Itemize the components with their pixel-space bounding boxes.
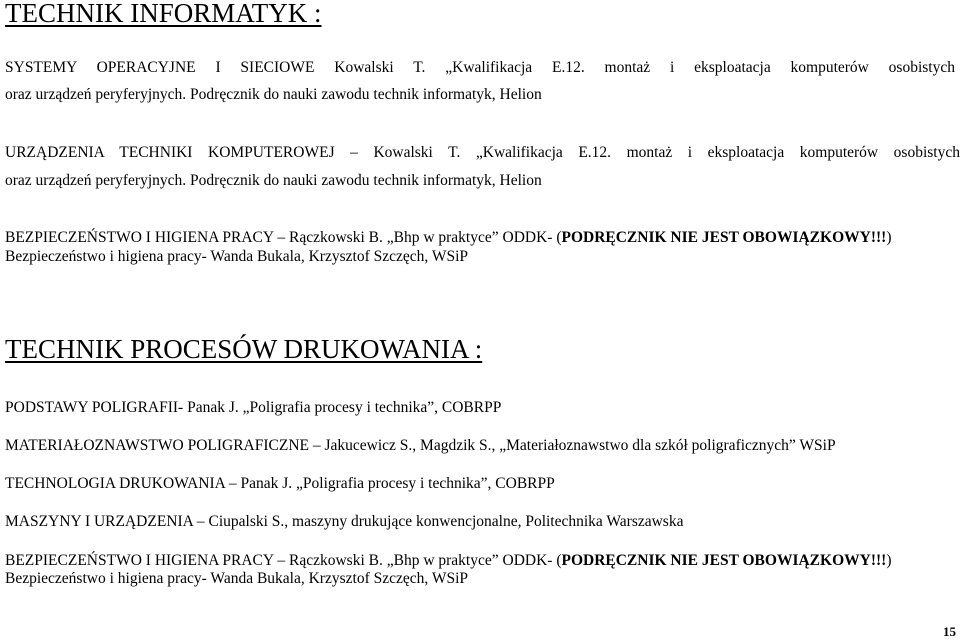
entry-bhp-note: PODRĘCZNIK NIE JEST OBOWIĄZKOWY!!! (561, 229, 887, 246)
entry-bhp2-line1 (5, 551, 891, 571)
entry-maszyny: MASZYNY I URZĄDZENIA – Ciupalski S., maszyny drukujące konwencjonalne, Politechnika Warszawska (5, 513, 684, 530)
entry-bhp2-line2: Bezpieczeństwo i higiena pracy- Wanda Bukala, Krzysztof Szczęch, WSiP (5, 570, 469, 587)
entry-bhp-line1 (5, 228, 891, 248)
section-heading-drukowania: TECHNIK PROCESÓW DRUKOWANIA : (5, 334, 483, 364)
entry-systemy-line2: oraz urządzeń peryferyjnych. Podręcznik do nauki zawodu technik informatyk, Helion (5, 86, 542, 103)
entry-bhp2-text: BEZPIECZEŃSTWO I HIGIENA PRACY – Rączkowski B. „Bhp w praktyce” ODDK- ( (5, 552, 562, 569)
entry-systemy-line1: SYSTEMY OPERACYJNE I SIECIOWE Kowalski T. „Kwalifikacja E.12. montaż i eksploatacja komputerów osobistych (5, 59, 955, 76)
entry-bhp2-paren: ) (886, 552, 892, 569)
section-heading-informatyk: TECHNIK INFORMATYK : (5, 0, 322, 28)
entry-bhp2-note: PODRĘCZNIK NIE JEST OBOWIĄZKOWY!!! (561, 552, 887, 569)
entry-bhp-line2: Bezpieczeństwo i higiena pracy- Wanda Bukala, Krzysztof Szczęch, WSiP (5, 248, 469, 265)
entry-bhp-text: BEZPIECZEŃSTWO I HIGIENA PRACY – Rączkowski B. „Bhp w praktyce” ODDK- ( (5, 229, 562, 246)
entry-podstawy: PODSTAWY POLIGRAFII- Panak J. „Poligrafia procesy i technika”, COBRPP (5, 399, 502, 416)
entry-urzadzenia-line1: URZĄDZENIA TECHNIKI KOMPUTEROWEJ – Kowalski T. „Kwalifikacja E.12. montaż i eksploatacja komputerów osobistych (5, 144, 960, 161)
entry-technologia: TECHNOLOGIA DRUKOWANIA – Panak J. „Poligrafia procesy i technika”, COBRPP (5, 475, 555, 492)
page-number: 15 (943, 624, 956, 639)
entry-urzadzenia-line2: oraz urządzeń peryferyjnych. Podręcznik do nauki zawodu technik informatyk, Helion (5, 172, 542, 189)
entry-materialoznawstwo: MATERIAŁOZNAWSTWO POLIGRAFICZNE – Jakucewicz S., Magdzik S., „Materiałoznawstwo dla szkół poligraficznych” WSiP (5, 437, 836, 454)
entry-bhp-paren: ) (886, 229, 892, 246)
